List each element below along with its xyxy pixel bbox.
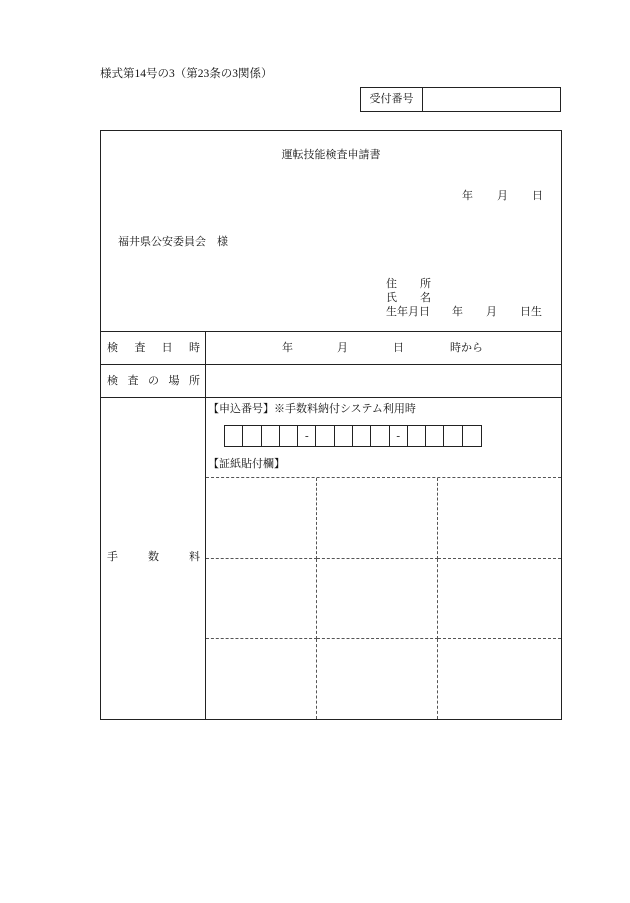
application-number-cell[interactable] <box>243 426 261 446</box>
application-number-cell[interactable] <box>463 426 481 446</box>
fee-label-char: 手 <box>107 551 118 563</box>
birth-day-unit: 日生 <box>520 306 542 318</box>
addressee: 福井県公安委員会 様 <box>118 236 228 248</box>
exam-month-unit: 月 <box>337 342 348 354</box>
name-label <box>386 292 431 305</box>
exam-datetime-label-char: 検 <box>107 342 118 354</box>
row-divider <box>100 397 562 398</box>
receipt-number-label: 受付番号 <box>361 88 423 111</box>
application-number-cell[interactable] <box>335 426 353 446</box>
receipt-number-field[interactable] <box>423 88 560 111</box>
application-number-separator: - <box>298 426 316 446</box>
date-day-unit: 日 <box>532 190 543 202</box>
stamp-area-label: 【証紙貼付欄】 <box>208 458 285 470</box>
form-title: 運転技能検査申請書 <box>281 149 381 161</box>
fee-label-char: 料 <box>189 551 200 563</box>
address-label-char: 所 <box>420 278 431 290</box>
application-number-cell[interactable] <box>444 426 462 446</box>
application-number-label: 【申込番号】※手数料納付システム利用時 <box>208 403 416 415</box>
fee-label-char: 数 <box>148 551 159 563</box>
application-number-cell[interactable] <box>408 426 426 446</box>
date-month-unit: 月 <box>497 190 508 202</box>
exam-datetime-label-char: 時 <box>188 342 200 354</box>
exam-day-unit: 日 <box>393 342 404 354</box>
name-label-char: 氏 <box>386 292 397 304</box>
birth-date-label: 生年月日 <box>386 306 430 318</box>
exam-place-label-char: の <box>148 375 159 387</box>
date-year-unit: 年 <box>462 190 473 202</box>
exam-place-label-char: 査 <box>127 375 139 387</box>
application-number-cell[interactable] <box>225 426 243 446</box>
row-divider <box>100 364 562 365</box>
fee-label <box>107 551 200 564</box>
exam-datetime-label-char: 査 <box>134 342 146 354</box>
birth-month-unit: 月 <box>486 306 497 318</box>
exam-datetime-field[interactable] <box>206 332 561 364</box>
exam-place-label-char: 検 <box>107 375 118 387</box>
address-label <box>386 278 431 291</box>
address-label-char: 住 <box>386 278 397 290</box>
receipt-number-box <box>360 87 561 112</box>
name-label-char: 名 <box>420 292 431 304</box>
form-number: 様式第14号の3（第23条の3関係） <box>100 68 273 80</box>
exam-datetime-label-char: 日 <box>161 342 173 354</box>
application-number-cell[interactable] <box>316 426 334 446</box>
application-number-separator: - <box>390 426 408 446</box>
application-number-cell[interactable] <box>262 426 280 446</box>
application-number-cell[interactable] <box>280 426 298 446</box>
birth-year-unit: 年 <box>452 306 463 318</box>
exam-datetime-label <box>107 342 200 355</box>
application-number-cell[interactable] <box>353 426 371 446</box>
application-number-cell[interactable] <box>426 426 444 446</box>
exam-place-label <box>107 375 200 388</box>
application-number-cell[interactable] <box>371 426 389 446</box>
exam-place-label-char: 場 <box>168 375 180 387</box>
exam-time-suffix: 時から <box>450 342 483 354</box>
exam-year-unit: 年 <box>282 342 293 354</box>
application-number-boxes <box>224 425 482 447</box>
label-column-divider <box>205 331 206 720</box>
exam-place-label-char: 所 <box>189 375 200 387</box>
